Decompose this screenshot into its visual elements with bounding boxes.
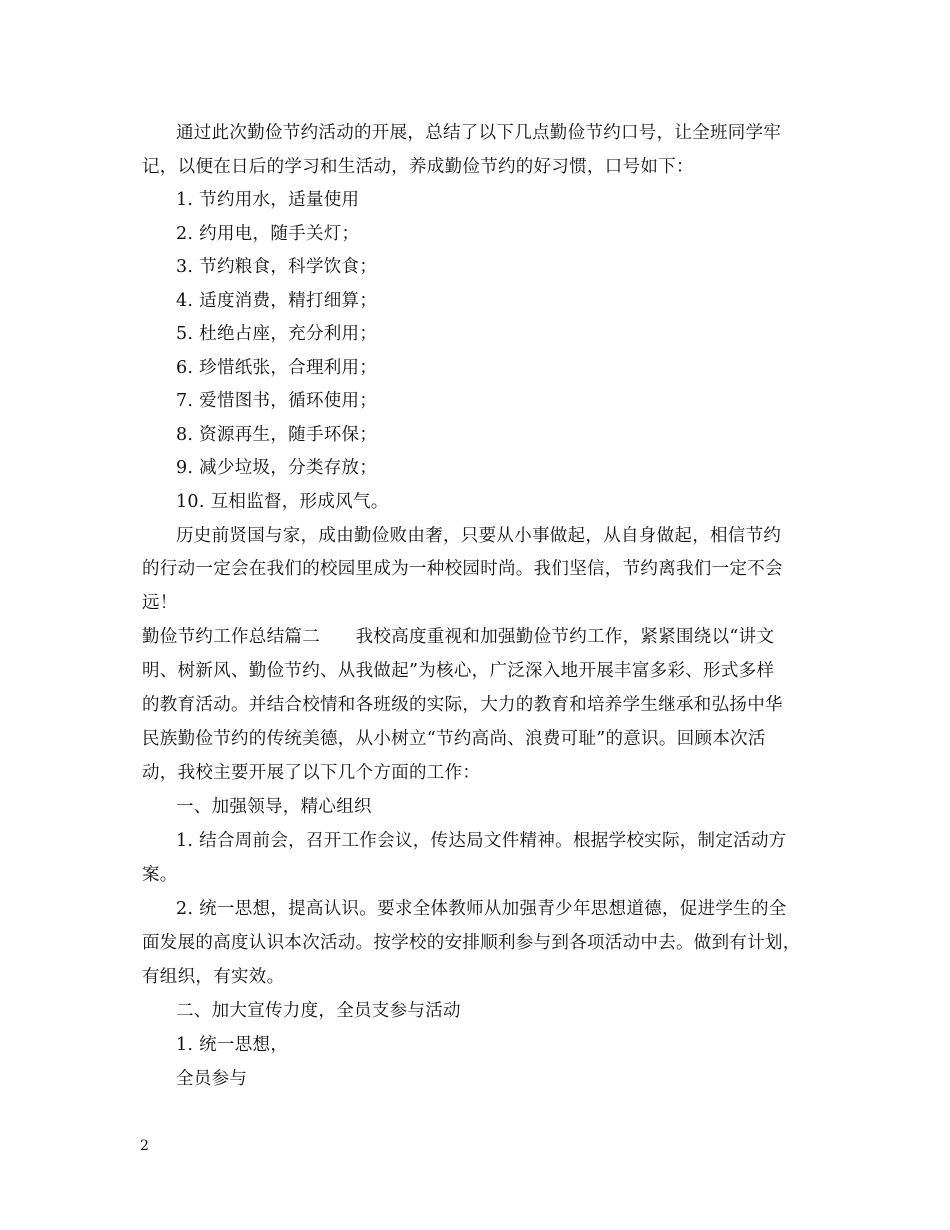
- paragraph-line: 民族勤俭节约的传统美德，从小树立“节约高尚、浪费可耻”的意识。回顾本次活: [142, 729, 766, 749]
- paragraph-line: 记，以便在日后的学习和生活动，养成勤俭节约的好习惯，口号如下：: [142, 157, 694, 177]
- paragraph-line: 有组织，有实效。: [142, 967, 285, 987]
- list-item: 3. 节约粮食，科学饮食；: [176, 257, 378, 277]
- page-number: 2: [140, 1138, 149, 1154]
- list-item: 9. 减少垃圾，分类存放；: [176, 458, 378, 478]
- list-item: 1. 节约用水，适量使用: [176, 190, 360, 210]
- paragraph-line: 通过此次勤俭节约活动的开展，总结了以下几点勤俭节约口号，让全班同学牢: [176, 123, 782, 143]
- paragraph-line: 远！: [142, 593, 178, 613]
- section-heading-line: 勤俭节约工作总结篇二 我校高度重视和加强勤俭节约工作，紧紧围绕以“讲文: [142, 627, 775, 647]
- paragraph-line: 面发展的高度认识本次活动。按学校的安排顺利参与到各项活动中去。做到有计划，: [142, 933, 801, 953]
- paragraph-line: 1. 结合周前会，召开工作会议，传达局文件精神。根据学校实际，制定活动方: [176, 831, 787, 851]
- list-item: 8. 资源再生，随手环保；: [176, 425, 378, 445]
- paragraph-line: 案。: [142, 865, 178, 885]
- paragraph-line: 全员参与: [176, 1069, 248, 1089]
- list-item: 4. 适度消费，精打细算；: [176, 291, 378, 311]
- paragraph-line: 明、树新风、勤俭节约、从我做起”为核心，广泛深入地开展丰富多彩、形式多样: [142, 661, 775, 681]
- subheading: 二、加大宣传力度，全员支参与活动: [176, 1001, 461, 1021]
- paragraph-line: 的教育活动。并结合校情和各班级的实际，大力的教育和培养学生继承和弘扬中华: [142, 695, 783, 715]
- list-item: 5. 杜绝占座，充分利用；: [176, 324, 378, 344]
- list-item: 7. 爱惜图书，循环使用；: [176, 391, 378, 411]
- paragraph-line: 历史前贤国与家，成由勤俭败由奢，只要从小事做起，从自身做起，相信节约: [176, 526, 782, 546]
- paragraph-line: 动，我校主要开展了以下几个方面的工作：: [142, 763, 481, 783]
- paragraph-line: 2. 统一思想，提高认识。要求全体教师从加强青少年思想道德，促进学生的全: [176, 899, 787, 919]
- list-item: 6. 珍惜纸张，合理利用；: [176, 358, 378, 378]
- paragraph-line: 1. 统一思想，: [176, 1035, 289, 1055]
- paragraph-line: 的行动一定会在我们的校园里成为一种校园时尚。我们坚信，节约离我们一定不会: [142, 559, 783, 579]
- subheading: 一、加强领导，精心组织: [176, 797, 372, 817]
- list-item: 2. 约用电，随手关灯；: [176, 224, 360, 244]
- list-item: 10. 互相监督，形成风气。: [176, 492, 389, 512]
